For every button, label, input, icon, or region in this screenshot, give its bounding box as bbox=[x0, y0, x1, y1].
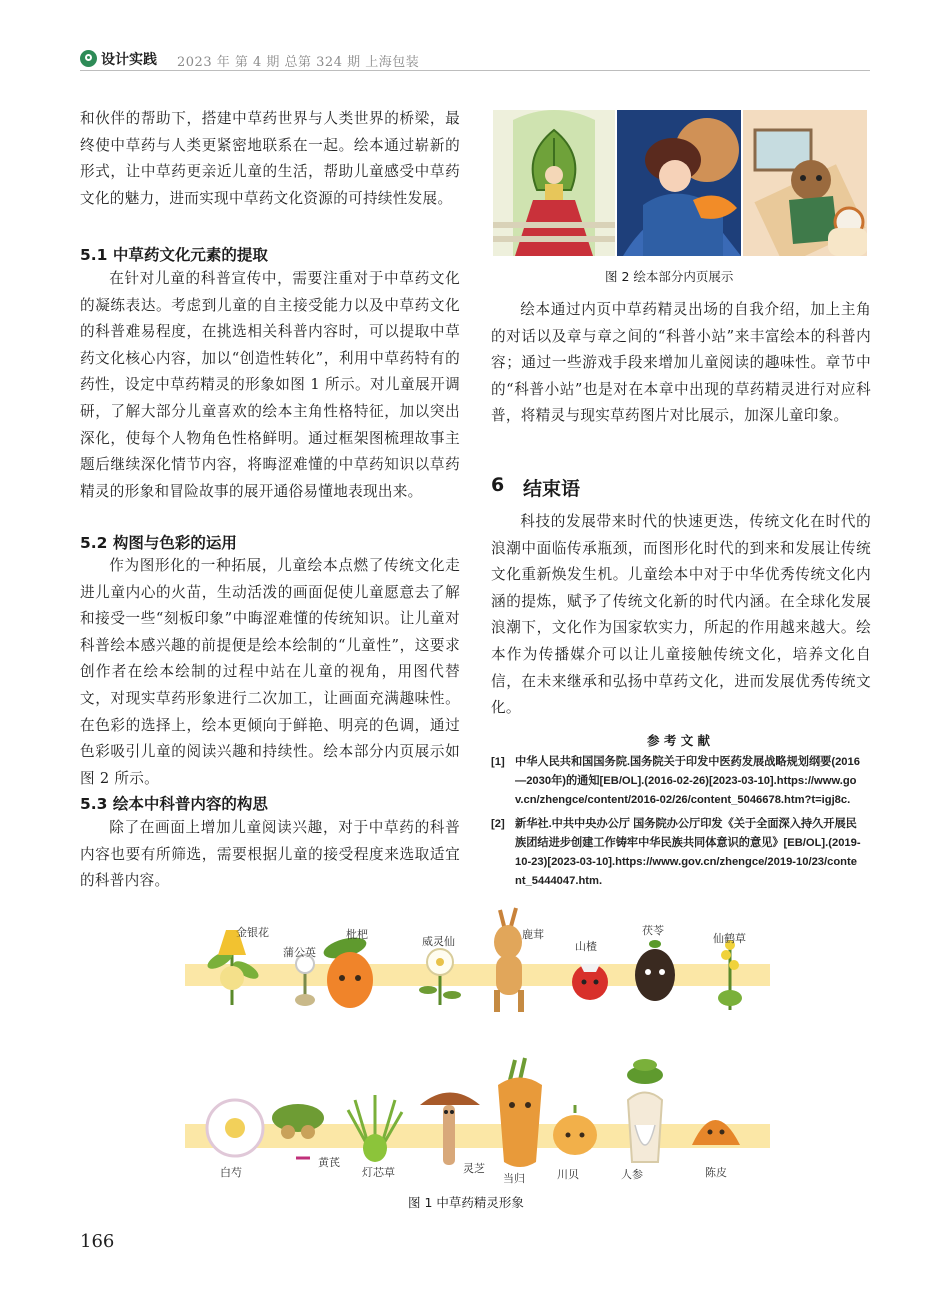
references-title: 参 考 文 献 bbox=[647, 733, 711, 748]
section-5-3-paragraph: 除了在画面上增加儿童阅读兴趣，对于中草药的科普内容也要有所筛选，需要根据儿童的接受程度来选取适宜的科普内容。 bbox=[80, 819, 460, 890]
column-name: 设计实践 bbox=[101, 52, 157, 68]
section-5-1-heading: 5.1 中草药文化元素的提取 bbox=[80, 246, 268, 264]
figure-1-caption: 图 1 中草药精灵形象 bbox=[408, 1195, 524, 1210]
herb-danggui bbox=[498, 1058, 542, 1167]
herb-label: 川贝 bbox=[557, 1168, 579, 1181]
herb-pipa bbox=[321, 934, 373, 1008]
herb-fuling bbox=[635, 940, 675, 1001]
section-6-heading: 结束语 bbox=[523, 478, 581, 500]
section-5-3-heading: 5.3 绘本中科普内容的构思 bbox=[80, 795, 268, 813]
running-header bbox=[80, 48, 870, 71]
herb-label: 灵芝 bbox=[463, 1162, 485, 1175]
herb-label: 蒲公英 bbox=[283, 946, 316, 959]
band-row-1 bbox=[185, 964, 770, 986]
intro-paragraph: 和伙伴的帮助下，搭建中草药世界与人类世界的桥梁，最终使中草药与人类更紧密地联系在一起。绘本通过崭新的形式，让中草药更亲近儿童的生活，帮助儿童感受中草药文化的魅力，进而实现中草药文化资源的可持续性发展。 bbox=[80, 110, 460, 207]
figure-2-caption: 图 2 绘本部分内页展示 bbox=[605, 269, 734, 284]
herb-label: 仙鹤草 bbox=[713, 932, 746, 945]
reference-text: 中华人民共和国国务院.国务院关于印发中医药发展战略规划纲要(2016—2030年)的通知[EB/OL].(2016-02-26)[2023-03-10].https://www.gov.cn/zhengce/content/2016-02/26/content_5046678.htm?t=igj8c. bbox=[515, 756, 860, 806]
section-5-1-paragraph: 在针对儿童的科普宣传中，需要注重对于中草药文化的凝练表达。考虑到儿童的自主接受能力以及中草药文化的科普难易程度，在挑选相关科普内容时，可以提取中草药文化核心内容，加以“创造性转化”，利用中草药特有的药性，设定中草药精灵的形象如图 1 所示。对儿童展开调研，了解大部分儿童喜欢的绘本主角性格特征，加以突出深化，使每个人物角色性格鲜明。通过框架图梳理故事主题后继续深化情节内容，将晦涩难懂的中草药知识以草药精灵的形象和冒险故事的展开通俗易懂地表现出来。 bbox=[80, 270, 460, 500]
herb-label: 陈皮 bbox=[705, 1166, 727, 1179]
herb-label: 山楂 bbox=[575, 940, 597, 953]
conclusion-paragraph: 科技的发展带来时代的快速更迭，传统文化在时代的浪潮中面临传承瓶颈，而图形化时代的到来和发展让传统文化重新焕发生机。儿童绘本中对于中华优秀传统文化内涵的提炼，赋予了传统文化新的时代内涵。在全球化发展浪潮下，文化作为国家软实力，所起的作用越来越大。绘本作为传播媒介可以让儿童接触传统文化，培养文化自信，在未来继承和弘扬中草药文化，进而发展优秀传统文化。 bbox=[491, 513, 871, 717]
section-6-number: 6 bbox=[491, 474, 505, 496]
journal-logo-icon bbox=[80, 50, 97, 67]
herb-label: 黄芪 bbox=[318, 1156, 340, 1169]
reference-number: [1] bbox=[491, 756, 505, 768]
reference-item bbox=[491, 815, 871, 891]
figure-1-illustration bbox=[180, 900, 780, 1190]
herb-renshen bbox=[627, 1059, 663, 1162]
herb-label: 白芍 bbox=[220, 1166, 242, 1179]
herb-shanzha bbox=[572, 964, 608, 1000]
issue-info: 2023 年 第 4 期 总第 324 期 上海包装 bbox=[177, 55, 420, 70]
herb-label: 茯苓 bbox=[642, 924, 664, 937]
herb-label: 当归 bbox=[503, 1172, 525, 1185]
herb-chuanbei bbox=[553, 1105, 597, 1155]
herb-lurong bbox=[494, 908, 524, 1012]
band-row-2 bbox=[185, 1124, 770, 1148]
page-number: 166 bbox=[80, 1231, 115, 1252]
figure-2-illustration bbox=[493, 110, 867, 256]
herb-jinyinhua bbox=[205, 930, 261, 1005]
herb-baishao bbox=[207, 1100, 263, 1156]
reference-item bbox=[491, 753, 871, 811]
figure-2-discussion-paragraph: 绘本通过内页中草药精灵出场的自我介绍，加上主角的对话以及章与章之间的“科普小站”来丰富绘本的科普内容；通过一些游戏手段来增加儿童阅读的趣味性。章节中的“科普小站”也是对在本章中出现的草药精灵进行对应科普，将精灵与现实草药图片对比展示，加深儿童印象。 bbox=[491, 301, 871, 425]
herb-label: 金银花 bbox=[236, 926, 269, 939]
herb-label: 枇杷 bbox=[346, 928, 368, 941]
reference-text: 新华社.中共中央办公厅 国务院办公厅印发《关于全面深入持久开展民族团结进步创建工作铸牢中华民族共同体意识的意见》[EB/OL].(2019-10-23)[2023-03-10].https://www.gov.cn/zhengce/2019-10/23/content_5444047.htm. bbox=[515, 818, 861, 887]
section-5-2-heading: 5.2 构图与色彩的运用 bbox=[80, 534, 237, 552]
reference-number: [2] bbox=[491, 818, 505, 830]
herb-label: 鹿茸 bbox=[522, 928, 544, 941]
herb-label: 灯芯草 bbox=[362, 1166, 395, 1179]
section-5-2-paragraph: 作为图形化的一种拓展，儿童绘本点燃了传统文化走进儿童内心的火苗，生动活泼的画面促使儿童愿意去了解和接受一些“刻板印象”中晦涩难懂的传统知识。让儿童对科普绘本感兴趣的前提便是绘本绘制的“儿童性”，这要求创作者在绘本绘制的过程中站在儿童的视角，用图代替文，对现实草药形象进行二次加工，让画面充满趣味性。在色彩的选择上，绘本更倾向于鲜艳、明亮的色调，通过色彩吸引儿童的阅读兴趣和持续性。绘本部分内页展示如图 2 所示。 bbox=[80, 557, 460, 787]
herb-label: 威灵仙 bbox=[422, 935, 455, 948]
herb-label: 人参 bbox=[621, 1168, 643, 1181]
